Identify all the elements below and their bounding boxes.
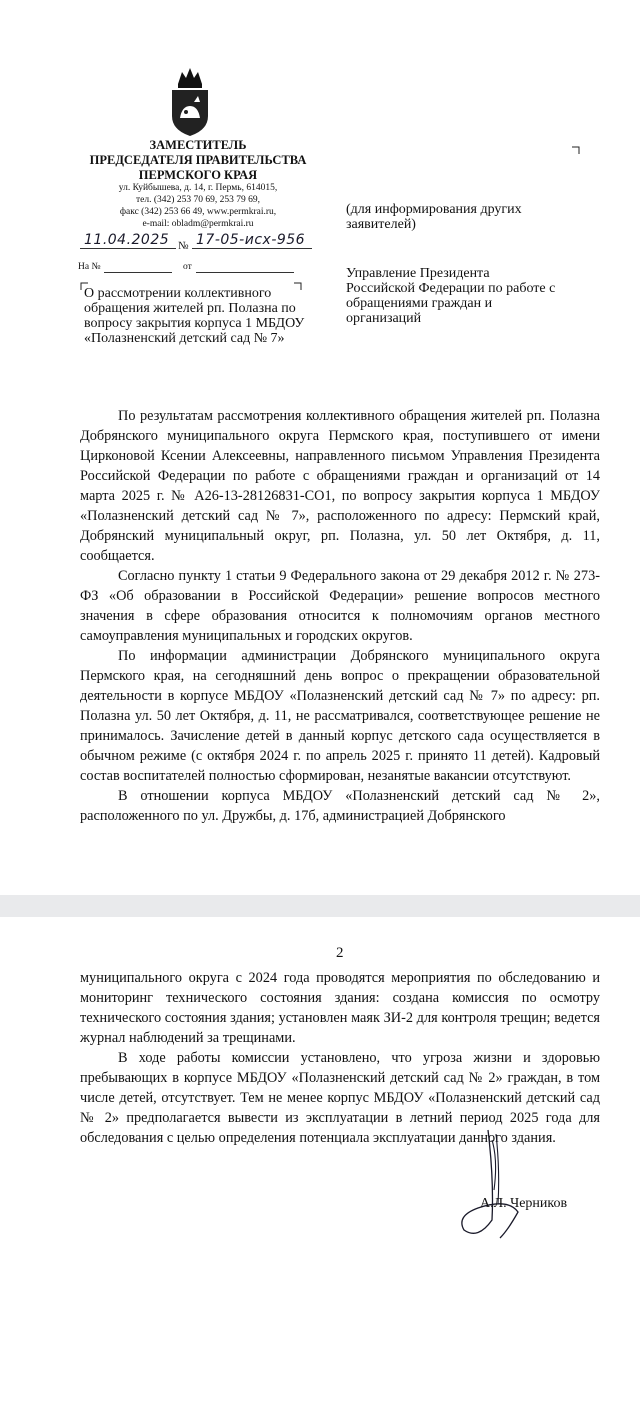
- paragraph: Согласно пункту 1 статьи 9 Федерального закона от 29 декабря 2012 г. № 273-ФЗ «Об образовании в Российской Федерации» решение вопросов местного значения в сфере образования относится к полномочиям органов местного самоуправления муниципальных и городских округов.: [80, 568, 600, 644]
- handwritten-outgoing-number: 17-05-исх-956: [196, 232, 306, 248]
- contact-details: [100, 182, 296, 230]
- paragraph: В отношении корпуса МБДОУ «Полазненский детский сад № 2», расположенного по ул. Дружбы, д. 17б, администрацией Добрянского: [80, 788, 600, 824]
- paragraph: муниципального округа с 2024 года проводятся мероприятия по обследованию и мониторинг технического состояния здания: создана комиссия по осмотру технического состояния здания; установлен маяк ЗИ-2 для контроля трещин; ведется журнал наблюдений за трещинами.: [80, 970, 600, 1046]
- date-line: [80, 248, 176, 249]
- distribution-note: (для информирования других заявителей): [346, 202, 522, 232]
- number-line: [192, 248, 312, 249]
- reference-date-line: [196, 272, 294, 273]
- handwritten-signature-icon: [448, 1120, 558, 1250]
- reference-date-label: от: [183, 262, 192, 272]
- addressee: Управление Президента Российской Федерации по работе с обращениями граждан и организаций: [346, 266, 556, 326]
- contact-line: e-mail: obladm@permkrai.ru: [142, 219, 254, 229]
- letter-subject: О рассмотрении коллективного обращения жителей рп. Полазна по вопросу закрытия корпуса 1 МБДОУ «Полазненский детский сад № 7»: [84, 286, 305, 346]
- reference-number-line: [104, 272, 172, 273]
- org-line: ЗАМЕСТИТЕЛЬ: [149, 138, 247, 152]
- reference-number-label: На №: [78, 262, 101, 272]
- organization-name: [80, 138, 316, 183]
- signatory-name: А.Л. Черников: [480, 1196, 568, 1211]
- contact-line: тел. (342) 253 70 69, 253 79 69,: [136, 195, 260, 205]
- page-number: 2: [336, 945, 344, 961]
- org-line: ПРЕДСЕДАТЕЛЯ ПРАВИТЕЛЬСТВА: [89, 153, 307, 167]
- corner-mark-icon: [572, 146, 580, 154]
- page-gap: [0, 895, 640, 917]
- contact-line: ул. Куйбышева, д. 14, г. Пермь, 614015,: [118, 183, 278, 193]
- contact-line: факс (342) 253 66 49, www.permkrai.ru,: [119, 207, 277, 217]
- paragraph: По результатам рассмотрения коллективного обращения жителей рп. Полазна Добрянского муниципального округа Пермского края, поступившего от имени Цирконовой Ксении Алексеевны, направленного письмом Управления Президента Российской Федерации по работе с обращениями граждан и организаций от 14 марта 2025 г. № А26-13-28126831-СО1, по вопросу закрытия корпуса 1 МБДОУ «Полазненский детский сад № 7», расположенного по адресу: Пермский край, Добрянский муниципальный округ, рп. Полазна, ул. 50 лет Октября, д. 11, сообщается.: [80, 408, 600, 564]
- number-sign: №: [178, 240, 189, 252]
- paragraph: В ходе работы комиссии установлено, что угроза жизни и здоровью пребывающих в корпусе МБДОУ «Полазненский детский сад № 2» граждан, в том числе детей, отсутствует. Тем не менее корпус МБДОУ «Полазненский детский сад № 2» предполагается вывести из эксплуатации в летний период 2025 года для обследования с целью определения потенциала эксплуатации данного здания.: [80, 1050, 600, 1146]
- paragraph: По информации администрации Добрянского муниципального округа Пермского края, на сегодняшний день вопрос о прекращении образовательной деятельности в корпусе МБДОУ «Полазненский детский сад № 7» по адресу: рп. Полазна ул. 50 лет Октября, д. 11, не рассматривался, соответствующее решение не принималось. Зачисление детей в данный корпус детского сада осуществляется в обычном режиме (с октября 2024 г. по апрель 2025 г. принято 11 детей). Кадровый состав воспитателей полностью сформирован, незанятые вакансии отсутствуют.: [80, 648, 600, 784]
- perm-krai-coat-of-arms-icon: [168, 66, 212, 138]
- org-line: ПЕРМСКОГО КРАЯ: [138, 168, 258, 182]
- handwritten-date: 11.04.2025: [84, 232, 170, 248]
- letter-body: [80, 406, 600, 826]
